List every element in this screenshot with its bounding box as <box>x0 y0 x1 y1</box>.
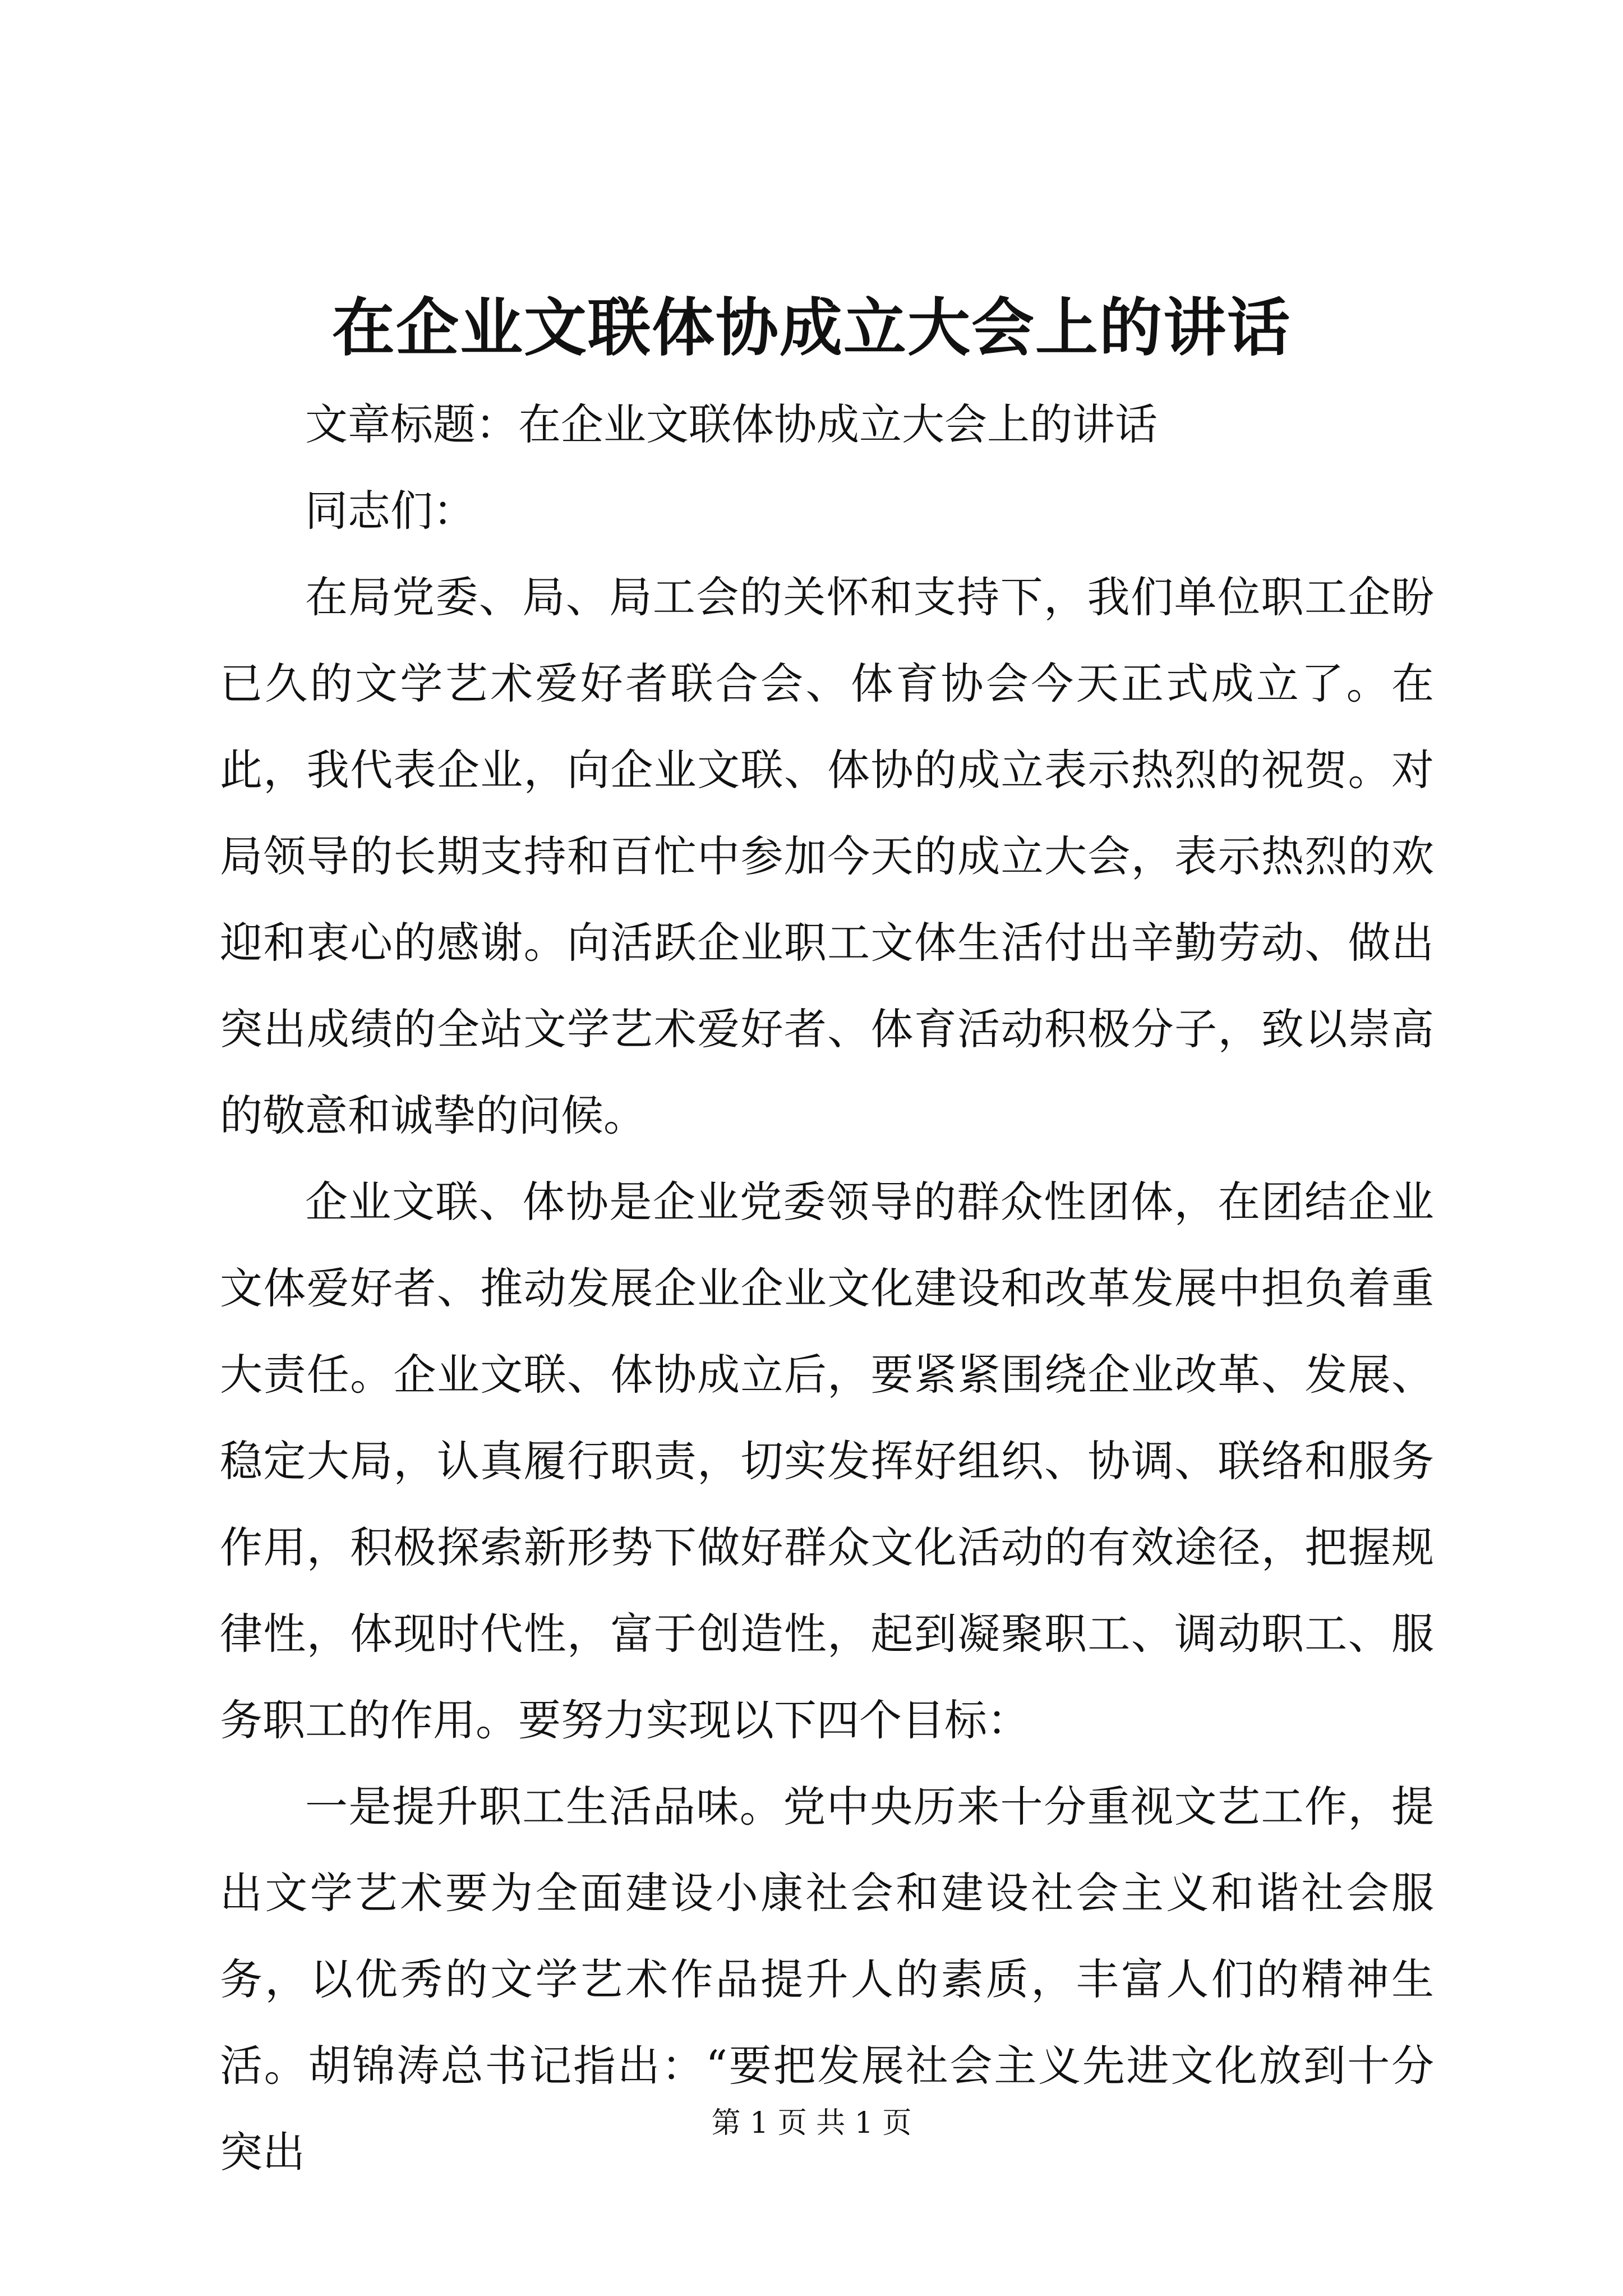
document-body <box>220 381 1434 2196</box>
salutation: 同志们： <box>305 486 476 536</box>
paragraph: 企业文联、体协是企业党委领导的群众性团体，在团结企业文体爱好者、推动发展企业企业文化建设和改革发展中担负着重大责任。企业文联、体协成立后，要紧紧围绕企业改革、发展、稳定大局，认真履行职责，切实发挥好组织、协调、联络和服务作用，积极探索新形势下做好群众文化活动的有效途径，把握规律性，体现时代性，富于创造性，起到凝聚职工、调动职工、服务职工的作用。要努力实现以下四个目标： <box>220 1177 1434 1745</box>
page-footer: 第 1 页 共 1 页 <box>711 2106 912 2140</box>
paragraph: 一是提升职工生活品味。党中央历来十分重视文艺工作，提出文学艺术要为全面建设小康社会和建设社会主义和谐社会服务，以优秀的文学艺术作品提升人的素质，丰富人们的精神生活。胡锦涛总书记指出：“要把发展社会主义先进文化放到十分突出 <box>220 1782 1434 2177</box>
document-title: 在企业文联体协成立大会上的讲话 <box>332 291 1291 365</box>
article-title-line: 文章标题：在企业文联体协成立大会上的讲话 <box>305 399 1158 449</box>
paragraph: 在局党委、局、局工会的关怀和支持下，我们单位职工企盼已久的文学艺术爱好者联合会、体育协会今天正式成立了。在此，我代表企业，向企业文联、体协的成立表示热烈的祝贺。对局领导的长期支持和百忙中参加今天的成立大会，表示热烈的欢迎和衷心的感谢。向活跃企业职工文体生活付出辛勤劳动、做出突出成绩的全站文学艺术爱好者、体育活动积极分子，致以崇高的敬意和诚挚的问候。 <box>220 572 1434 1140</box>
